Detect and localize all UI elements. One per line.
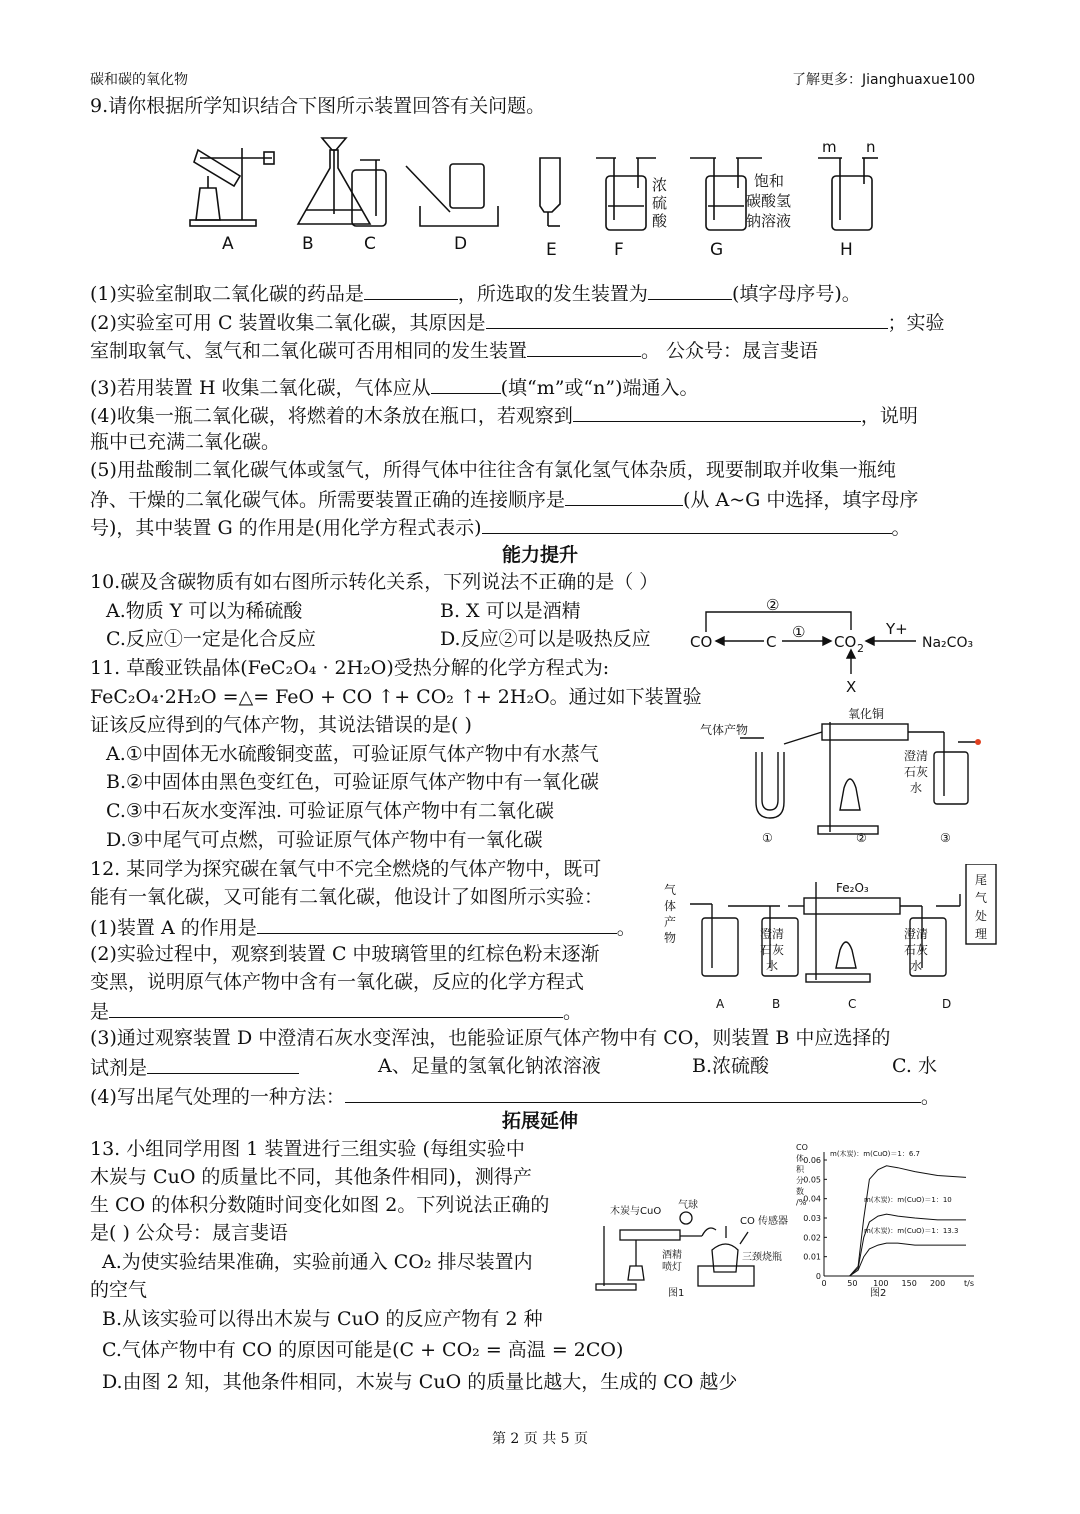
y-tick-label: 0.02 [803,1233,821,1243]
answer-blank[interactable] [482,513,892,534]
q12-p3: (3)通过观察装置 D 中澄清石灰水变浑浊，也能验证原气体产物中有 CO，则装置 B 中应选择的 [90,1027,891,1049]
y-tick-label: 0.04 [803,1194,821,1204]
q9-p5-cont: 净、干燥的二氧化碳气体。所需要装置正确的连接顺序是 (从 A~G 中选择，填字母序 [90,485,918,513]
fig2-caption: 图2 [870,1288,887,1299]
q10-option-b[interactable]: B. X 可以是酒精 [440,600,581,622]
answer-blank[interactable] [147,1053,299,1074]
q9-p3: (3)若用装置 H 收集二氧化碳，气体应从 (填“m”或“n”)端通入。 [90,373,699,401]
y-axis-label: 数 [796,1187,804,1196]
gas-vchar-1: 气 [664,883,677,897]
answer-blank[interactable] [364,279,458,300]
na2co3-label: Na₂CO₃ [922,635,974,651]
label-d: D [454,234,468,254]
q9-p4: (4)收集一瓶二氧化碳，将燃着的木条放在瓶口，若观察到 ，说明 [90,401,918,429]
label-f-1: 浓 [652,176,668,194]
x-tick-label: 150 [901,1279,917,1288]
label-h: H [840,240,853,260]
q13-line2: 木炭与 CuO 的质量比不同，其他条件相同)，测得产 [90,1166,532,1188]
q11-option-b[interactable]: B.②中固体由黑色变红色，可验证原气体产物中有一氧化碳 [106,771,600,793]
label-c: C [364,234,376,254]
q12-p2-cont: 变黑，说明原气体产物中含有一氧化碳，反应的化学方程式 [90,971,585,993]
answer-blank[interactable] [565,485,683,506]
limewater-d-2: 石灰 [904,943,929,957]
series-line [824,1166,966,1276]
apparatus-num-2: ② [856,831,867,845]
q12-line1: 12. 某同学为探究碳在氧气中不完全燃烧的气体产物中，既可 [90,858,602,880]
q12-option-a[interactable]: A、足量的氢氧化钠浓溶液 [378,1055,601,1077]
header-left: 碳和碳的氧化物 [90,72,188,88]
answer-blank[interactable] [345,1082,921,1103]
label-f: F [614,240,624,260]
label-n: n [866,138,876,156]
q9-p4-cont: 瓶中已充满二氧化碳。 [90,431,281,453]
label-g: G [710,240,724,260]
x-label: X [846,678,857,696]
label-g-3: 钠溶液 [746,212,792,230]
q11-option-c[interactable]: C.③中石灰水变浑浊. 可验证原气体产物中有二氧化碳 [106,800,555,822]
limewater-label-1: 澄清 [904,749,929,763]
y-tick-label: 0 [815,1272,821,1281]
co2-subscript: 2 [857,642,864,655]
x-tick-label: 0 [821,1279,827,1288]
q13-option-a[interactable]: A.为使实验结果准确，实验前通入 CO₂ 排尽装置内 [102,1251,533,1273]
q12-p1: (1)装置 A 的作用是 。 [90,913,636,941]
gas-product-label: 气体产物 [700,723,749,737]
q12-p4: (4)写出尾气处理的一种方法： 。 [90,1082,940,1110]
fig1-flask-label: 三颈烧瓶 [742,1252,782,1263]
q9-title: 9.请你根据所学知识结合下图所示装置回答有关问题。 [90,95,546,117]
label-g-1: 饱和 [754,172,785,190]
label-m: m [822,138,837,156]
y-axis-label: 体 [796,1154,804,1163]
limewater-b-1: 澄清 [760,927,785,941]
header-right: 了解更多：Jianghuaxue100 [792,72,976,88]
series-label: m(木炭)：m(CuO)＝1：10 [864,1196,952,1205]
y-tick-label: 0.01 [803,1252,821,1262]
q13-option-c[interactable]: C.气体产物中有 CO 的原因可能是(C + CO₂ = 高温 = 2CO) [102,1339,624,1361]
x-tick-label: 100 [873,1279,889,1288]
gas-vchar-3: 产 [664,915,677,929]
y-axis-label: /% [796,1198,807,1207]
gas-vchar-2: 体 [664,899,677,913]
carbon-label: C [766,633,777,651]
answer-blank[interactable] [486,308,888,329]
y-axis-label: 积 [796,1165,804,1174]
limewater-label-2: 石灰 [904,765,929,779]
label-c: C [848,997,857,1011]
y-axis-label: CO [796,1143,808,1152]
q11-line1: 11. 草酸亚铁晶体(FeC₂O₄ · 2H₂O)受热分解的化学方程式为: [90,657,610,679]
q12-p2-cont2: 是 。 [90,997,582,1025]
q11-diagram [700,700,990,846]
x-tick-label: 200 [929,1279,946,1288]
label-b: B [302,234,314,254]
q12-p2: (2)实验过程中，观察到装置 C 中玻璃管里的红棕色粉末逐渐 [90,943,600,965]
section-title: 能力提升 [501,544,578,566]
y-tick-label: 0.06 [803,1156,821,1165]
label-a: A [716,997,725,1011]
label-f-2: 硫 [652,194,668,212]
q13-line1: 13. 小组同学用图 1 装置进行三组实验 (每组实验中 [90,1138,525,1160]
q10-option-c[interactable]: C.反应①一定是化合反应 [106,628,316,650]
q11-line3: 证该反应得到的气体产物，其说法错误的是( ) [90,714,472,736]
fig1-lamp-label-1: 酒精 [662,1250,682,1261]
x-axis-label: t/s [964,1279,974,1288]
q13-option-d[interactable]: D.由图 2 知，其他条件相同，木炭与 CuO 的质量比越大，生成的 CO 越少 [102,1371,738,1393]
q10-diagram [686,590,986,696]
label-d: D [942,997,952,1011]
answer-blank[interactable] [109,997,563,1018]
apparatus-num-3: ③ [940,831,951,845]
q11-option-d[interactable]: D.③中尾气可点燃，可验证原气体产物中有一氧化碳 [106,829,543,851]
series-label: m(木炭)：m(CuO)＝1：13.3 [864,1227,959,1236]
label-e: E [546,240,557,260]
q10-option-d[interactable]: D.反应②可以是吸热反应 [440,628,651,650]
q10-stem: 10.碳及含碳物质有如右图所示转化关系，下列说法不正确的是（ ） [90,571,659,593]
q10-option-a[interactable]: A.物质 Y 可以为稀硫酸 [106,600,303,622]
fig1-lamp-label-2: 喷灯 [662,1262,682,1273]
label-b: B [772,997,781,1011]
fig1-sensor-label: CO 传感器 [740,1216,789,1227]
answer-blank[interactable] [257,913,617,934]
co-label: CO [690,633,713,651]
gas-vchar-4: 物 [664,931,677,945]
limewater-d-1: 澄清 [904,927,929,941]
q13-figure1 [586,1196,792,1300]
q12-diagram [660,864,1000,1016]
q13-line4: 是( ) 公众号：晟言斐语 [90,1222,288,1244]
tail-vchar-2: 气 [975,891,988,905]
y-axis-label: 分 [796,1176,804,1185]
q9-p5-cont2: 号)，其中装置 G 的作用是(用化学方程式表示) 。 [90,513,911,541]
q9-apparatus [180,128,880,263]
y-label: Y+ [886,620,908,638]
reaction-2-label: ② [766,596,780,614]
label-a: A [222,234,234,254]
q13-option-a-cont: 的空气 [90,1279,148,1301]
answer-blank[interactable] [648,279,732,300]
q9-p5: (5)用盐酸制二氧化碳气体或氢气，所得气体中往往含有氯化氢气体杂质，现要制取并收集一瓶纯 [90,459,896,481]
limewater-b-3: 水 [766,959,779,973]
answer-blank[interactable] [431,373,501,394]
series-label: m(木炭)：m(CuO)＝1：6.7 [830,1149,920,1158]
x-tick-label: 50 [847,1279,858,1288]
fig1-balloon-label: 气球 [678,1200,698,1211]
label-f-3: 酸 [652,212,668,230]
limewater-label-3: 水 [910,781,923,795]
tail-vchar-3: 处 [975,909,988,923]
co2-label: CO [834,633,857,651]
apparatus-num-1: ① [762,831,773,845]
q12-line2: 能有一氧化碳，又可能有二氧化碳，他设计了如图所示实验： [90,886,604,908]
y-tick-label: 0.05 [803,1175,821,1185]
q9-p2-cont: 室制取氧气、氢气和二氧化碳可否用相同的发生装置 。 公众号：晟言斐语 [90,336,818,364]
q11-option-a[interactable]: A.①中固体无水硫酸铜变蓝，可验证原气体产物中有水蒸气 [106,743,599,765]
q13-option-b[interactable]: B.从该实验可以得出木炭与 CuO 的反应产物有 2 种 [102,1308,543,1330]
series-line [824,1243,966,1276]
fig1-caption: 图1 [668,1288,685,1299]
reaction-1-label: ① [792,623,806,641]
tail-vchar-4: 理 [975,927,988,941]
q9-p2: (2)实验室可用 C 装置收集二氧化碳，其原因是 ；实验 [90,308,945,336]
q12-p3-options: 试剂是 [90,1053,299,1081]
answer-blank[interactable] [527,336,641,357]
q12-option-c[interactable]: C. 水 [892,1055,937,1077]
section-title: 拓展延伸 [501,1110,578,1132]
q13-chart [788,1138,988,1300]
q9-p1: (1)实验室制取二氧化碳的药品是 ，所选取的发生装置为 (填字母序号)。 [90,279,861,307]
page-footer: 第 2 页 共 5 页 [491,1431,589,1447]
fig1-charcoal-label: 木炭与CuO [610,1206,662,1217]
cuo-label: 氧化铜 [848,707,885,721]
y-tick-label: 0.03 [803,1214,821,1223]
limewater-d-3: 水 [910,959,923,973]
limewater-b-2: 石灰 [760,943,785,957]
tail-vchar-1: 尾 [975,873,988,887]
fe2o3-label: Fe₂O₃ [836,881,869,895]
label-g-2: 碳酸氢 [746,192,792,210]
answer-blank[interactable] [573,401,861,422]
q13-line3: 生 CO 的体积分数随时间变化如图 2。下列说法正确的 [90,1194,550,1216]
q12-option-b[interactable]: B.浓硫酸 [692,1055,770,1077]
q11-equation: FeC₂O₄·2H₂O =△= FeO + CO ↑+ CO₂ ↑+ 2H₂O。通过如下装置验 [90,686,702,708]
